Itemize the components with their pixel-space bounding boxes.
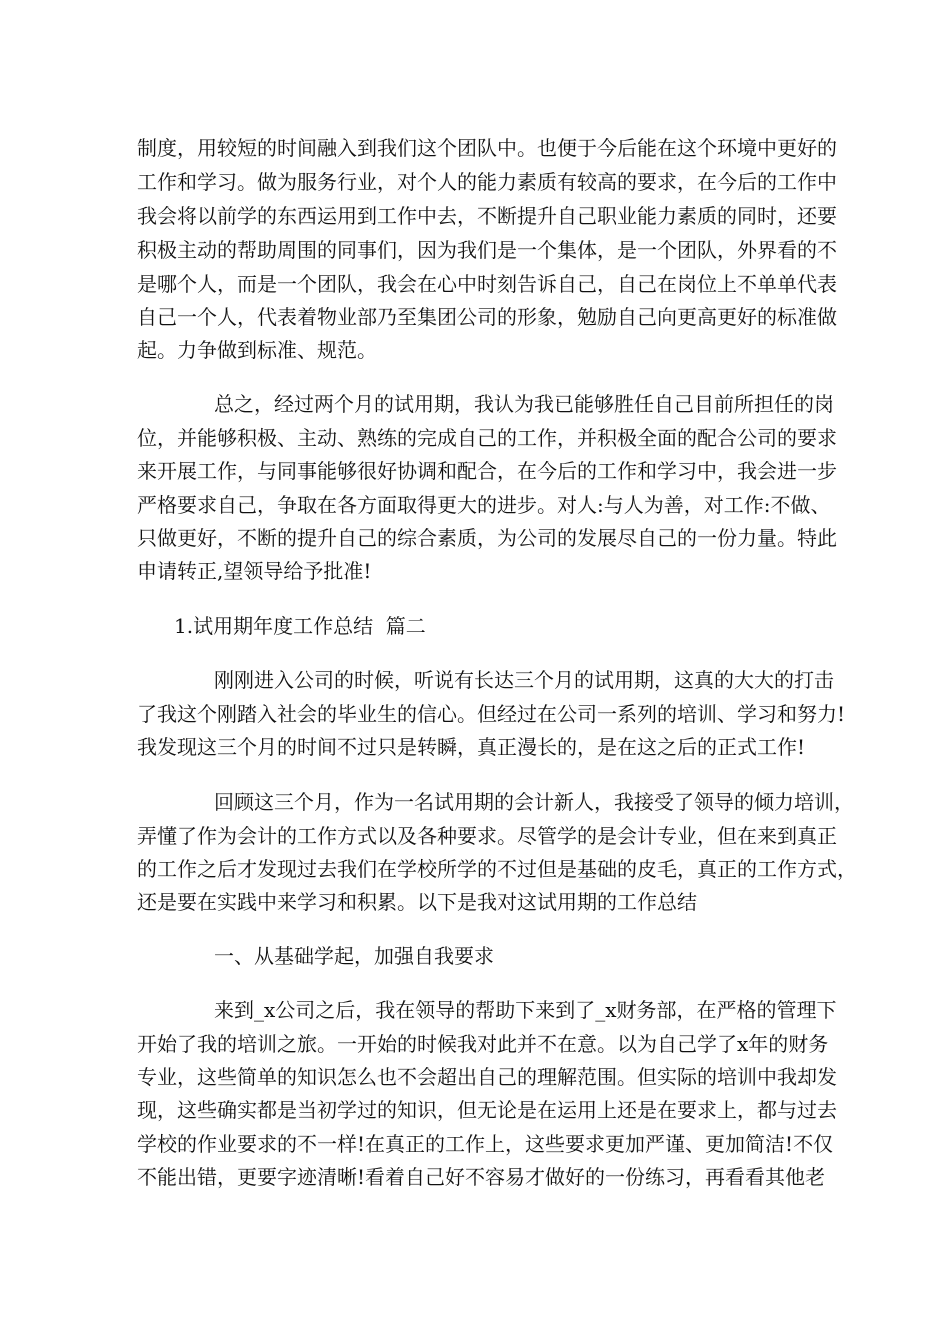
paragraph-4-line: 回顾这三个月，作为一名试用期的会计新人，我接受了领导的倾力培训， bbox=[214, 790, 854, 814]
paragraph-3-line: 了我这个刚踏入社会的毕业生的信心。但经过在公司一系列的培训、学习和努力! bbox=[137, 702, 846, 726]
paragraph-2-line: 申请转正,望领导给予批准! bbox=[137, 559, 372, 583]
paragraph-5-line: 学校的作业要求的不一样!在真正的工作上，这些要求更加严谨、更加简洁!不仅 bbox=[137, 1132, 834, 1156]
paragraph-1-line: 自己一个人，代表着物业部乃至集团公司的形象，勉励自己向更高更好的标准做 bbox=[137, 305, 837, 329]
paragraph-3-line: 我发现这三个月的时间不过只是转瞬，真正漫长的，是在这之后的正式工作! bbox=[137, 735, 806, 759]
paragraph-2-line: 来开展工作，与同事能够很好协调和配合，在今后的工作和学习中，我会进一步 bbox=[137, 459, 837, 483]
paragraph-5-line: 不能出错，更要字迹清晰!看着自己好不容易才做好的一份练习，再看看其他老 bbox=[137, 1165, 826, 1189]
paragraph-5-line: 现，这些确实都是当初学过的知识，但无论是在运用上还是在要求上，都与过去 bbox=[137, 1098, 837, 1122]
paragraph-2-line: 只做更好，不断的提升自己的综合素质，为公司的发展尽自己的一份力量。特此 bbox=[137, 526, 837, 550]
paragraph-1-line: 工作和学习。做为服务行业，对个人的能力素质有较高的要求，在今后的工作中 bbox=[137, 170, 837, 194]
paragraph-4-line: 的工作之后才发现过去我们在学校所学的不过但是基础的皮毛，真正的工作方式， bbox=[137, 857, 857, 881]
paragraph-5-line: 来到_x公司之后，我在领导的帮助下来到了_x财务部，在严格的管理下 bbox=[214, 998, 837, 1022]
paragraph-5-line: 专业，这些简单的知识怎么也不会超出自己的理解范围。但实际的培训中我却发 bbox=[137, 1065, 837, 1089]
paragraph-4-line: 弄懂了作为会计的工作方式以及各种要求。尽管学的是会计专业，但在来到真正 bbox=[137, 824, 837, 848]
section-heading: 1.试用期年度工作总结 篇二 bbox=[174, 614, 426, 638]
paragraph-1-line: 积极主动的帮助周围的同事们，因为我们是一个集体，是一个团队，外界看的不 bbox=[137, 238, 837, 262]
paragraph-5-line: 开始了我的培训之旅。一开始的时候我对此并不在意。以为自己学了x年的财务 bbox=[137, 1032, 829, 1056]
paragraph-2-line: 总之，经过两个月的试用期，我认为我已能够胜任自己目前所担任的岗 bbox=[214, 392, 834, 416]
paragraph-4-line: 还是要在实践中来学习和积累。以下是我对这试用期的工作总结 bbox=[137, 890, 697, 914]
section-heading: 一、从基础学起，加强自我要求 bbox=[214, 944, 494, 968]
paragraph-1-line: 是哪个人，而是一个团队，我会在心中时刻告诉自己，自己在岗位上不单单代表 bbox=[137, 272, 837, 296]
paragraph-3-line: 刚刚进入公司的时候，听说有长达三个月的试用期，这真的大大的打击 bbox=[214, 668, 834, 692]
paragraph-1-line: 我会将以前学的东西运用到工作中去，不断提升自己职业能力素质的同时，还要 bbox=[137, 204, 837, 228]
paragraph-2-line: 位，并能够积极、主动、熟练的完成自己的工作，并积极全面的配合公司的要求 bbox=[137, 426, 837, 450]
paragraph-1-line: 制度，用较短的时间融入到我们这个团队中。也便于今后能在这个环境中更好的 bbox=[137, 136, 837, 160]
paragraph-1-line: 起。力争做到标准、规范。 bbox=[137, 338, 377, 362]
paragraph-2-line: 严格要求自己，争取在各方面取得更大的进步。对人:与人为善，对工作:不做、 bbox=[137, 493, 831, 517]
